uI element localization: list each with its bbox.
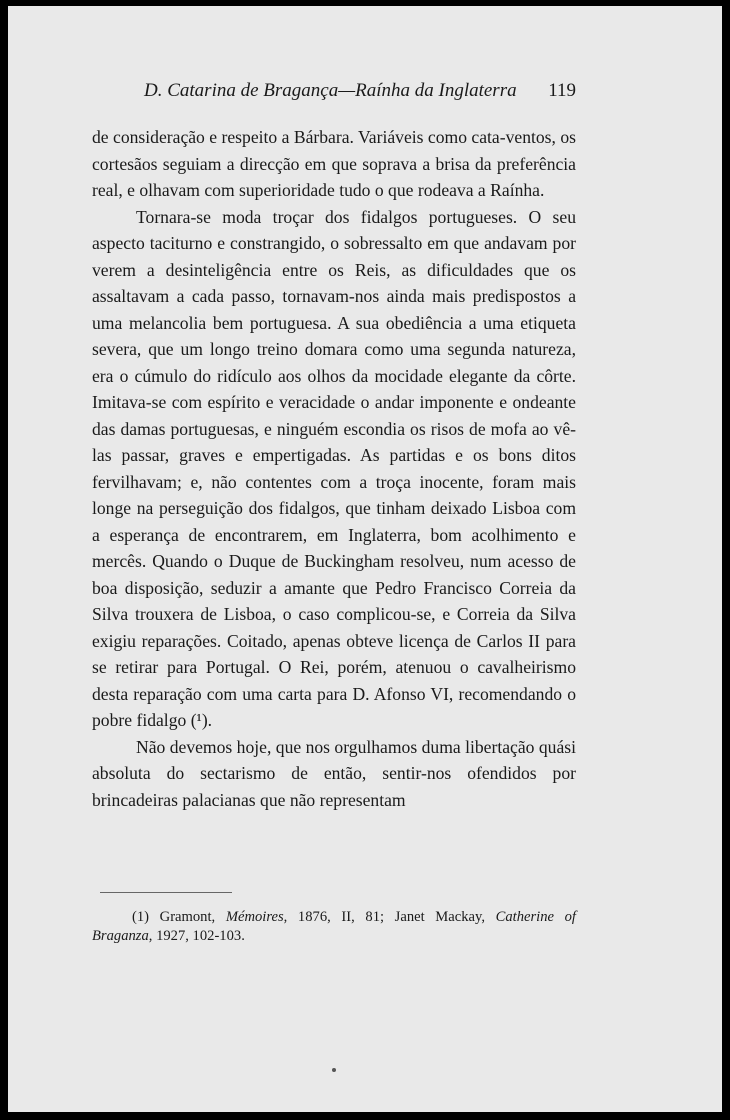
page-mark [332,1068,336,1072]
footnote-rule [100,892,232,893]
paragraph-1: de consideração e respeito a Bárbara. Variáveis como cata-ventos, os cortesãos seguiam a direcção em que soprava a brisa da preferência real, e olhavam com superioridade tudo o que rodeava a Raínha. [92,127,576,200]
footnote-text-a: Gramont, [149,909,226,925]
footnote-text-b: , 1876, II, 81; Janet Mackay, [283,909,496,925]
footnote-marker: (1) [132,909,150,925]
footnote [92,908,576,946]
running-title: D. Catarina de Bragança—Raínha da Inglaterra [144,80,517,101]
body-text [92,124,576,813]
book-page [8,6,722,1112]
footnote-title-b: Catherine of Braganza [92,909,576,944]
paragraph-2: Tornara-se moda troçar dos fidalgos portugueses. O seu aspecto taciturno e constrangido, o sobressalto em que andavam por verem a desinteligência entre os Reis, as dificuldades que os assaltavam a cada passo, tornavam-nos ainda mais predispostos a uma melancolia bem portuguesa. A sua obediência a uma etiqueta severa, que um longo treino domara como uma segunda natureza, era o cúmulo do ridículo aos olhos da mocidade elegante da côrte. Imitava-se com espírito e veracidade o andar imponente e ondeante das damas portuguesas, e ninguém escondia os risos de mofa ao vê-las passar, graves e empertigadas. As partidas e os bons ditos fervilhavam; e, não contentes com a troça inocente, foram mais longe na perseguição dos fidalgos, que tinham deixado Lisboa com a esperança de encontrarem, em Inglaterra, bom acolhimento e mercês. Quando o Duque de Buckingham resolveu, num acesso de boa disposição, seduzir a amante que Pedro Francisco Correia da Silva trouxera de Lisboa, o caso complicou-se, e Correia da Silva exigiu reparações. Coitado, apenas obteve licença de Carlos II para se retirar para Portugal. O Rei, porém, atenuou o cavalheirismo desta reparação com uma carta para D. Afonso VI, recomendando o pobre fidalgo (¹). [92,206,576,730]
paragraph-3: Não devemos hoje, que nos orgulhamos duma libertação quási absoluta do sectarismo de então, sentir-nos ofendidos por brincadeiras palacianas que não representam [92,736,576,810]
footnote-title-a: Mémoires [225,909,284,925]
page-number: 119 [548,80,576,101]
running-header [144,80,576,110]
footnote-text-c: , 1927, 102-103. [148,928,245,944]
